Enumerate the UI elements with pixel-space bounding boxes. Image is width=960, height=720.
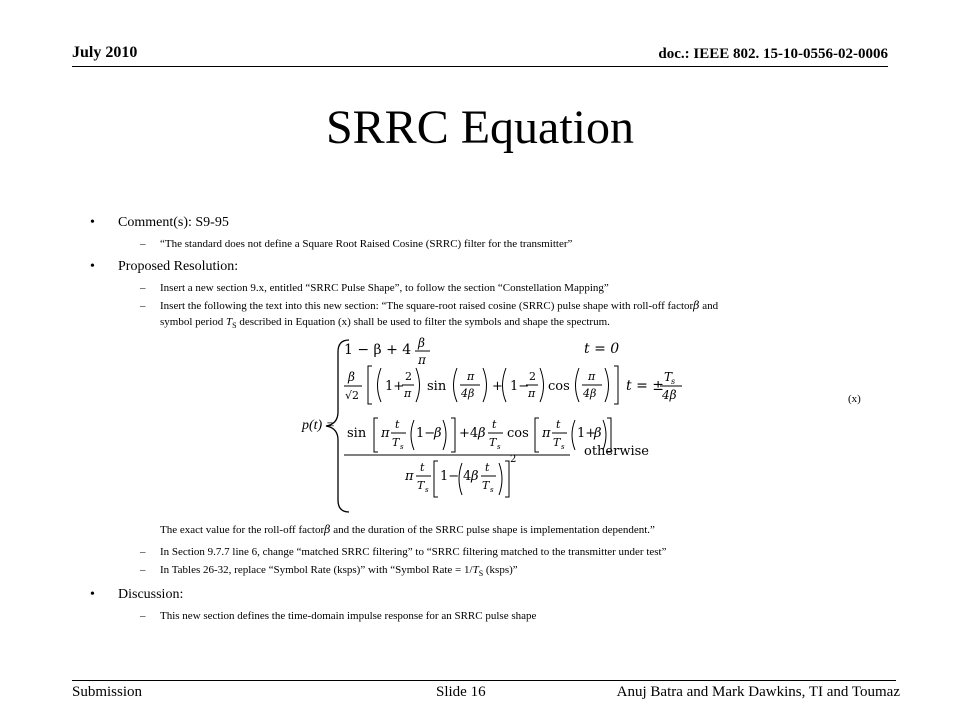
sub-comment-quote [140, 236, 573, 252]
equation-label: (x) [848, 393, 861, 405]
svg-text:s: s [490, 486, 494, 494]
svg-text:4β: 4β [461, 387, 475, 400]
svg-text:π: π [381, 426, 390, 441]
sub-insert-text-line1: Insert the following the text into this new section: “The square-root raised cosine (SRRC) pulse shape with roll-off factor [160, 300, 694, 312]
svg-text:π: π [467, 370, 475, 383]
bullet-dot: • [90, 587, 95, 602]
symbol-rate-T: T [472, 564, 479, 576]
sub-discussion [140, 608, 537, 624]
svg-text:t: t [395, 418, 400, 431]
bullet-resolution [90, 258, 239, 276]
sub-insert-section [140, 280, 609, 296]
sub-insert-text-line2b: described in Equation (x) shall be used to filter the symbols and shape the spectrum. [236, 316, 610, 328]
footer-authors: Anuj Batra and Mark Dawkins, TI and Toumaz [616, 684, 900, 700]
sub-section-977 [140, 544, 667, 560]
svg-text:T: T [553, 436, 561, 449]
svg-text:sin: sin [427, 379, 447, 394]
svg-text:β: β [594, 426, 602, 441]
svg-text:β: β [434, 426, 442, 441]
symbol-rate-sub: S [478, 569, 484, 579]
svg-text:4: 4 [463, 469, 472, 484]
svg-text:1−: 1− [416, 426, 436, 441]
svg-text:β: β [471, 469, 479, 484]
sub-exact-value-pre: The exact value for the roll-off factor [160, 524, 325, 536]
case3-denominator [404, 454, 516, 497]
case2-expression [344, 366, 618, 404]
footer-slide-number: Slide 16 [436, 684, 486, 700]
svg-text:1−: 1− [510, 379, 530, 394]
case2-condition: t = ± [626, 378, 664, 394]
svg-text:t: t [492, 418, 497, 431]
bullet-comments-label: Comment(s): S9-95 [118, 215, 229, 230]
bullet-dot: • [90, 215, 95, 230]
svg-text:cos: cos [548, 379, 570, 394]
sub-section-977-text: In Section 9.7.7 line 6, change “matched SRRC filtering” to “SRRC filtering matched to the transmitter under test” [160, 546, 667, 558]
svg-text:1+: 1+ [385, 379, 405, 394]
dash-mark: – [140, 546, 146, 558]
svg-text:t: t [556, 418, 561, 431]
svg-text:+4: +4 [459, 426, 479, 441]
svg-text:s: s [497, 443, 501, 451]
case3-numerator [347, 418, 611, 452]
dash-mark: – [140, 610, 146, 622]
case1-frac-num: β [418, 336, 425, 350]
svg-text:π: π [588, 370, 596, 383]
sub-insert-section-text: Insert a new section 9.x, entitled “SRRC Pulse Shape”, to follow the section “Constellation Mapping” [160, 282, 609, 294]
sub-discussion-text: This new section defines the time-domain impulse response for an SRRC pulse shape [160, 610, 537, 622]
slide-title: SRRC Equation [325, 101, 635, 154]
case1-expression: 1 − β + 4 [344, 342, 412, 358]
svg-text:T: T [489, 436, 497, 449]
sub-insert-text-and: and [699, 300, 719, 312]
sub-tables [140, 562, 518, 582]
dash-mark: – [140, 564, 146, 576]
case2-cond-num: T [664, 370, 673, 384]
sub-exact-value [160, 522, 655, 538]
svg-text:t: t [485, 461, 490, 474]
bullet-discussion-label: Discussion: [118, 587, 184, 602]
dash-mark: – [140, 282, 146, 294]
svg-text:s: s [400, 443, 404, 451]
svg-text:T: T [482, 479, 490, 492]
svg-text:β: β [348, 370, 355, 384]
svg-text:4β: 4β [583, 387, 597, 400]
beta-symbol: β [693, 299, 700, 312]
svg-text:sin: sin [347, 426, 367, 441]
bullet-discussion [90, 586, 184, 604]
beta-symbol: β [324, 523, 331, 536]
svg-text:s: s [425, 486, 429, 494]
sub-tables-post: (ksps)” [483, 564, 518, 576]
case2-cond-num-sub: s [671, 377, 676, 386]
svg-text:s: s [561, 443, 565, 451]
equation-lhs: p(t) = [302, 418, 336, 433]
bullet-resolution-label: Proposed Resolution: [118, 259, 239, 274]
footer-rule [72, 680, 896, 681]
case2-cond-den: 4β [662, 388, 677, 402]
sub-tables-pre: In Tables 26-32, replace “Symbol Rate (ksps)” with “Symbol Rate = 1/ [160, 564, 473, 576]
header-rule [72, 66, 888, 67]
svg-text:cos: cos [507, 426, 529, 441]
svg-text:+: + [492, 379, 503, 394]
svg-text:π: π [405, 469, 414, 484]
svg-text:π: π [542, 426, 551, 441]
symbol-period-T: T [226, 316, 233, 328]
dash-mark: – [140, 238, 146, 250]
svg-text:T: T [392, 436, 400, 449]
case3-condition: otherwise [584, 444, 649, 459]
svg-text:π: π [528, 387, 536, 400]
sub-insert-text [140, 298, 870, 334]
svg-text:1−: 1− [440, 469, 460, 484]
dash-mark: – [140, 300, 146, 312]
svg-text:1+: 1+ [577, 426, 597, 441]
svg-text:√2: √2 [345, 389, 360, 402]
svg-text:β: β [478, 426, 486, 441]
svg-text:t: t [420, 461, 425, 474]
bullet-dot: • [90, 259, 95, 274]
sub-insert-text-line2a: symbol period [160, 316, 226, 328]
header-date: July 2010 [72, 44, 138, 61]
svg-text:2: 2 [510, 454, 517, 465]
footer-submission: Submission [72, 684, 143, 700]
svg-text:2: 2 [529, 370, 536, 383]
case1-frac-den: π [418, 353, 426, 367]
symbol-period-sub: S [232, 321, 237, 331]
case1-condition: t = 0 [584, 341, 620, 357]
header-doc-id: doc.: IEEE 802. 15-10-0556-02-0006 [658, 46, 888, 62]
sub-exact-value-post: and the duration of the SRRC pulse shape is implementation dependent.” [330, 524, 655, 536]
bullet-comments [90, 214, 229, 232]
svg-text:T: T [417, 479, 425, 492]
sub-comment-quote-text: “The standard does not define a Square Root Raised Cosine (SRRC) filter for the transmitter” [160, 238, 573, 250]
svg-text:π: π [404, 387, 412, 400]
svg-text:2: 2 [405, 370, 412, 383]
